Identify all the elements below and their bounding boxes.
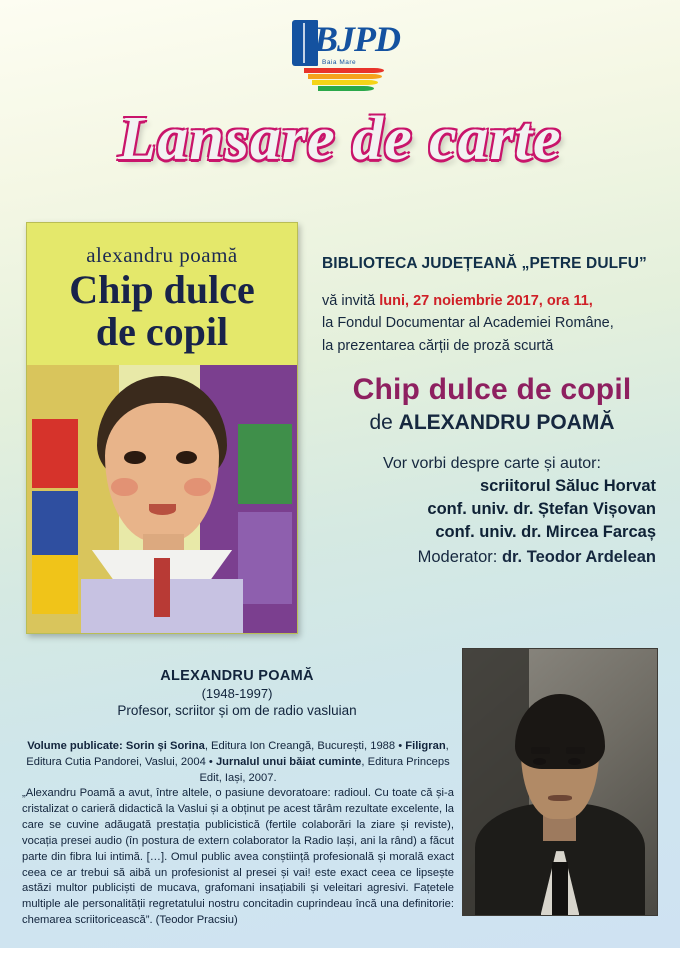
event-details [322, 255, 662, 567]
logo-subtitle: Baia Mare [322, 59, 357, 66]
logo-graphic [292, 14, 400, 92]
moderator-name: dr. Teodor Ardelean [501, 548, 656, 567]
moderator-label: Moderator: [417, 548, 502, 567]
speakers-intro: Vor vorbi despre carte și autor: [383, 455, 601, 473]
volume-3-title: Jurnalul unui băiat cuminte [215, 756, 362, 769]
invitation-text [322, 290, 662, 357]
speaker-3: conf. univ. dr. Mircea Farcaș [435, 523, 656, 542]
page-title: Lansare de carte [118, 105, 562, 173]
bio-role: Profesor, scriitor și om de radio vasluian [117, 703, 357, 718]
invite-purpose: la prezentarea cărții de proză scurtă [322, 337, 554, 354]
moderator [322, 548, 662, 567]
volume-2-title: Filigran [405, 740, 446, 752]
speaker-1: scriitorul Săluc Horvat [479, 477, 656, 496]
cover-illustration [27, 365, 297, 633]
cover-title-line2: de copil [95, 309, 229, 354]
library-name: BIBLIOTECA JUDEȚEANĂ „PETRE DULFU” [322, 255, 647, 272]
bio-name: ALEXANDRU POAMĂ [160, 668, 314, 684]
library-logo [0, 14, 680, 92]
logo-stripes-icon [304, 68, 384, 90]
cover-title [27, 269, 297, 353]
volumes-label: Volume publicate: [27, 740, 126, 752]
invite-prefix: vă invită [322, 293, 380, 309]
cover-author: alexandru poamă [86, 243, 238, 267]
book-author-prefix: de [369, 411, 399, 435]
speaker-2: conf. univ. dr. Ștefan Vișovan [427, 500, 656, 519]
author-bio-header [22, 668, 452, 718]
book-cover-image [26, 222, 298, 634]
book-author [322, 411, 662, 435]
logo-acronym: BJPD [314, 19, 400, 59]
bio-years: (1948-1997) [201, 686, 273, 701]
cover-title-line1: Chip dulce [69, 267, 255, 312]
invite-location: la Fondul Documentar al Academiei Române, [322, 315, 614, 332]
book-author-name: ALEXANDRU POAMĂ [398, 411, 615, 435]
volume-2-pub: , Editura Cutia Pandorei, Vaslui, 2004 • [26, 740, 449, 769]
volume-1-pub: , Editura Ion Creangă, București, 1988 • [204, 740, 406, 752]
volume-1-title: Sorin și Sorina [125, 740, 205, 752]
volume-3-pub: , Editura Princeps Edit, Iași, 2007. [199, 756, 450, 785]
book-title: Chip dulce de copil [352, 373, 632, 407]
bio-quote: „Alexandru Poamă a avut, între altele, o pasiune devoratoare: radioul. Cu toate că și-a cristalizat o carieră didactică la Vaslui și a obținut pe acest tărâm rezultate excelente, la care se cuvine adăugată prestația publicistică (fertile colaborări la ziare și reviste), vocația presei audio (în postura de extern colaborator la Radio Iași, ani la rând) a făcut parte din fibra lui intimă. […]. Omul public avea conștiință profesională și morală exact ceea ce ar trebui să aibă un profesionist al presei și vai! este exact ceea ce lipsește astăzi multor publiciști de mucava, grafomani insațiabili și veleitari agresivi. Fațetele multiple ale personalității regretatului nostru concitadin cuprindeau încă una definitorie: chemarea scriitoricească”. (Teodor Pracsiu) [22, 787, 454, 927]
author-portrait-photo [462, 648, 658, 916]
invite-datetime: luni, 27 noiembrie 2017, ora 11, [379, 293, 593, 309]
published-volumes [22, 738, 454, 787]
